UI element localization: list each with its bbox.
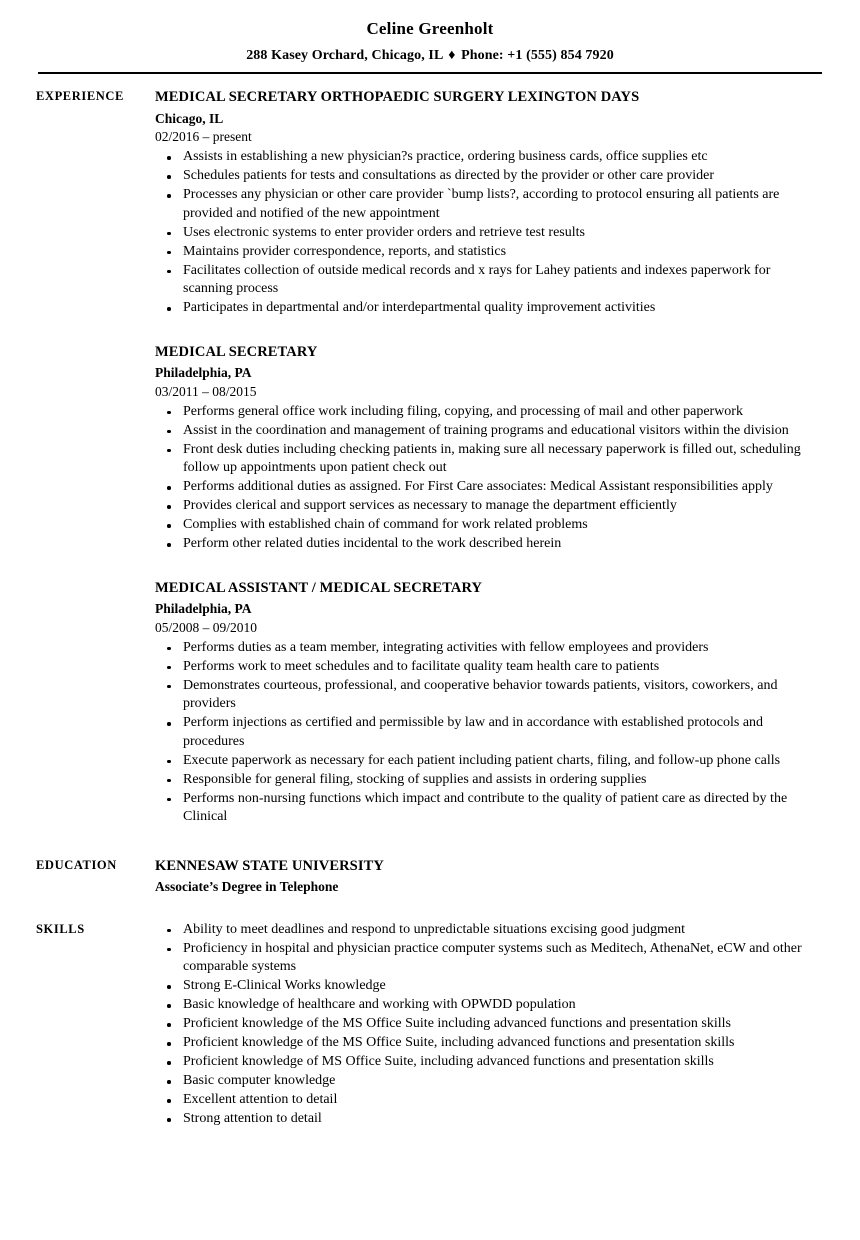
job-responsibilities xyxy=(155,148,810,317)
list-item: Performs duties as a team member, integrating activities with fellow employees and providers xyxy=(155,639,810,657)
section-label-experience: EXPERIENCE xyxy=(36,89,124,104)
list-item: Complies with established chain of command for work related problems xyxy=(155,516,810,534)
list-item: Provides clerical and support services as necessary to manage the department efficiently xyxy=(155,497,810,515)
list-item: Assist in the coordination and management of training programs and educational visitors within the division xyxy=(155,422,810,440)
list-item: Processes any physician or other care provider `bump lists?, according to protocol ensuring all patients are provided and notified of the new appointment xyxy=(155,186,810,223)
job-responsibilities xyxy=(155,639,810,827)
candidate-phone: Phone: +1 (555) 854 7920 xyxy=(461,48,614,64)
list-item: Basic computer knowledge xyxy=(155,1072,810,1090)
education-degree: Associate’s Degree in Telephone xyxy=(155,878,339,894)
job-title: MEDICAL ASSISTANT / MEDICAL SECRETARY xyxy=(155,579,483,596)
job-responsibilities xyxy=(155,403,810,554)
diamond-separator-icon: ♦ xyxy=(448,48,456,64)
list-item: Responsible for general filing, stocking of supplies and assists in ordering supplies xyxy=(155,771,810,789)
job-location: Philadelphia, PA xyxy=(155,365,252,381)
list-item: Performs additional duties as assigned. For First Care associates: Medical Assistant responsibilities apply xyxy=(155,478,810,496)
list-item: Ability to meet deadlines and respond to unpredictable situations excising good judgment xyxy=(155,921,810,939)
education-entry xyxy=(155,857,810,897)
list-item: Uses electronic systems to enter provider orders and retrieve test results xyxy=(155,224,810,242)
list-item: Performs non-nursing functions which impact and contribute to the quality of patient care as directed by the Clinical xyxy=(155,790,810,827)
list-item: Proficiency in hospital and physician practice computer systems such as Meditech, AthenaNet, eCW and other comparable systems xyxy=(155,940,810,977)
list-item: Proficient knowledge of MS Office Suite, including advanced functions and presentation skills xyxy=(155,1053,810,1071)
job-location: Chicago, IL xyxy=(155,110,224,126)
list-item: Demonstrates courteous, professional, and cooperative behavior towards patients, visitors, coworkers, and providers xyxy=(155,677,810,714)
skills-entries xyxy=(155,921,860,1129)
education-section xyxy=(0,857,860,897)
list-item: Performs work to meet schedules and to facilitate quality team health care to patients xyxy=(155,658,810,676)
job-dates: 03/2011 – 08/2015 xyxy=(155,383,257,399)
list-item: Proficient knowledge of the MS Office Suite including advanced functions and presentation skills xyxy=(155,1015,810,1033)
job-location: Philadelphia, PA xyxy=(155,601,252,617)
section-label-skills: SKILLS xyxy=(36,921,85,936)
candidate-name: Celine Greenholt xyxy=(366,19,494,38)
header-divider xyxy=(38,72,822,74)
education-school: KENNESAW STATE UNIVERSITY xyxy=(155,858,384,875)
job-dates: 05/2008 – 09/2010 xyxy=(155,619,258,635)
experience-section xyxy=(0,88,860,827)
list-item: Execute paperwork as necessary for each patient including patient charts, filing, and follow-up phone calls xyxy=(155,752,810,770)
list-item: Front desk duties including checking patients in, making sure all necessary paperwork is filled out, scheduling follow up appointments upon patient check out xyxy=(155,441,810,478)
list-item: Schedules patients for tests and consultations as directed by the provider or other care provider xyxy=(155,167,810,185)
list-item: Maintains provider correspondence, reports, and statistics xyxy=(155,243,810,261)
list-item: Facilitates collection of outside medical records and x rays for Lahey patients and indexes paperwork for scanning process xyxy=(155,262,810,299)
job-entry xyxy=(155,88,810,318)
list-item: Perform injections as certified and permissible by law and in accordance with established protocols and procedures xyxy=(155,714,810,751)
list-item: Proficient knowledge of the MS Office Suite, including advanced functions and presentation skills xyxy=(155,1034,810,1052)
list-item: Participates in departmental and/or interdepartmental quality improvement activities xyxy=(155,299,810,317)
experience-entries xyxy=(155,88,860,827)
list-item: Strong attention to detail xyxy=(155,1110,810,1128)
skills-section xyxy=(0,921,860,1129)
list-item: Assists in establishing a new physician?s practice, ordering business cards, office supplies etc xyxy=(155,148,810,166)
list-item: Performs general office work including filing, copying, and processing of mail and other paperwork xyxy=(155,403,810,421)
job-title: MEDICAL SECRETARY ORTHOPAEDIC SURGERY LEXINGTON DAYS xyxy=(155,89,640,106)
candidate-address: 288 Kasey Orchard, Chicago, IL xyxy=(246,48,443,64)
list-item: Excellent attention to detail xyxy=(155,1091,810,1109)
job-entry xyxy=(155,343,810,554)
resume-header xyxy=(0,0,860,74)
skills-list xyxy=(155,921,810,1129)
job-entry xyxy=(155,579,810,827)
section-label-education: EDUCATION xyxy=(36,858,117,873)
list-item: Perform other related duties incidental to the work described herein xyxy=(155,535,810,553)
job-dates: 02/2016 – present xyxy=(155,129,252,145)
contact-line xyxy=(0,48,860,65)
job-title: MEDICAL SECRETARY xyxy=(155,343,318,360)
list-item: Strong E-Clinical Works knowledge xyxy=(155,977,810,995)
education-entries xyxy=(155,857,860,897)
list-item: Basic knowledge of healthcare and working with OPWDD population xyxy=(155,996,810,1014)
